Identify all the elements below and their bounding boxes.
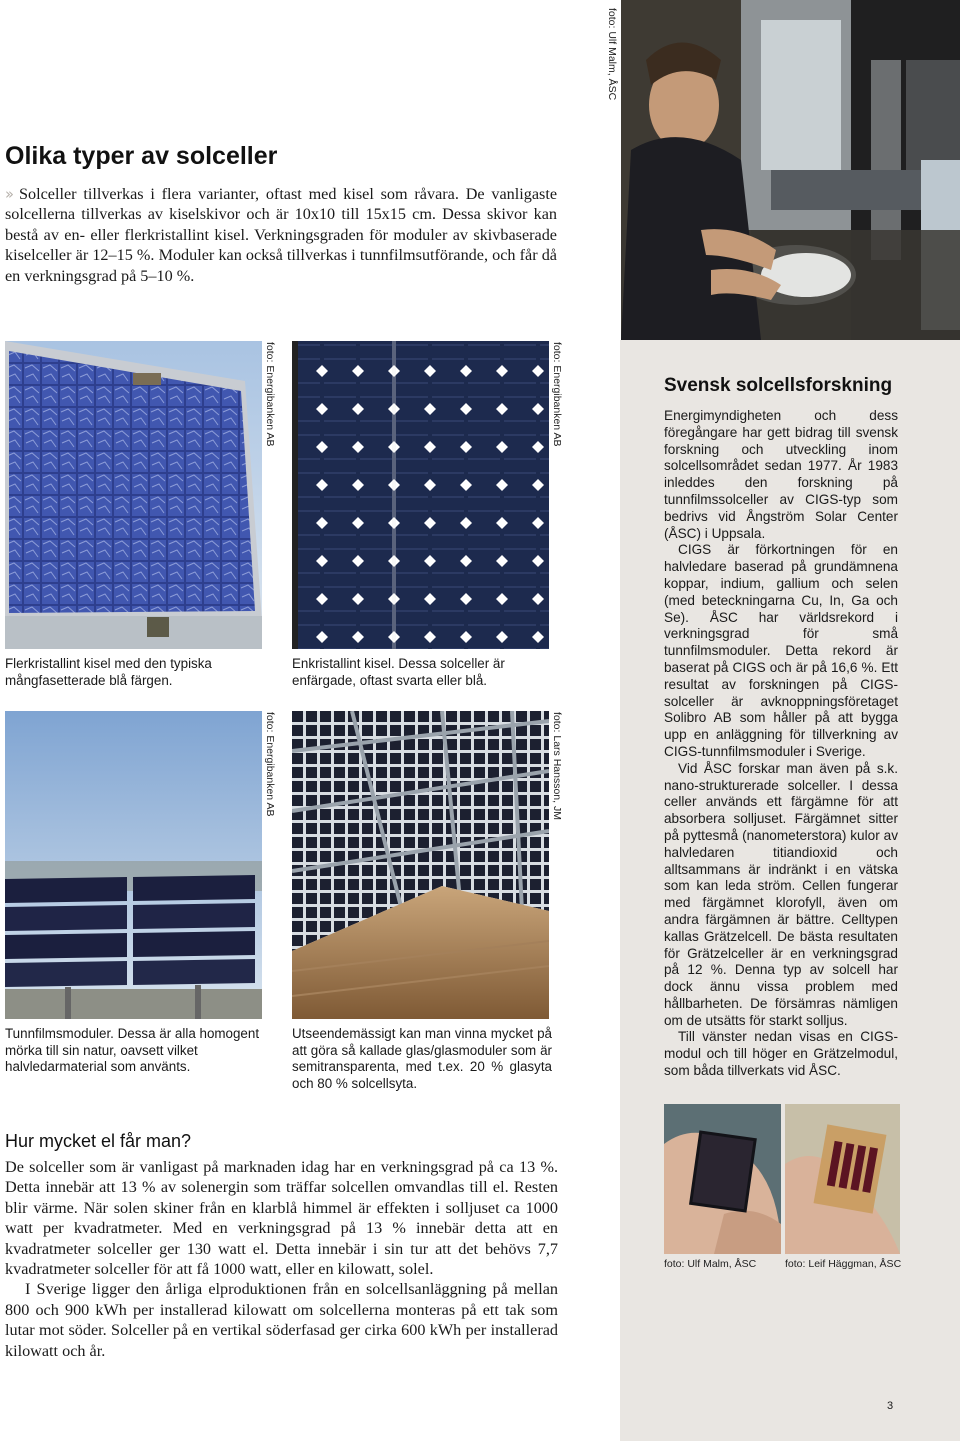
sidebar-paragraph: Energimyndigheten och dess föregångare har gett bidrag till svensk forskning och utveckling inom solcellsområdet sedan 1977. År 1983 inleddes den forskning på tunnfilmssolceller av CIGS-typ som bedrivs vid Ångström Solar Center (ÅSC) i Uppsala.	[664, 408, 898, 541]
sidebar-paragraph: CIGS är förkortningen för en halvledare baserad på grundämnena koppar, indium, gallium och selen (med beteckningarna Cu, In, Ga och Se). ÅSC har världsrekord i verkningsgrad för små tunnfilmsmoduler. Detta rekord är baserat på CIGS och är på 16,6 %. Ett resultat av forskningen på CIGS-solceller är avknoppningsföretaget Solibro AB som håller på att bygga upp en anläggning för tillverkning av CIGS-tunnfilmsmoduler i Sverige.	[664, 542, 898, 759]
polycrystalline-photo	[5, 341, 262, 649]
section-title: Hur mycket el får man?	[5, 1131, 192, 1151]
section-body	[5, 1157, 558, 1361]
cigs-photo-credit: foto: Ulf Malm, ÅSC	[664, 1258, 757, 1270]
article-title: Olika typer av solceller	[5, 142, 278, 170]
section-paragraph: I Sverige ligger den årliga elproduktionen från en solcellsanläggning på mellan 800 och 900 kWh per installerad kilowatt om solcellerna monteras på ett tak som lutar mot söder. Solceller på en vertikal söderfasad ger cirka 600 kWh per installerad kilowatt och år.	[5, 1280, 558, 1360]
top-photo-credit: foto: Ulf Malm, ÅSC	[606, 8, 618, 101]
gratzel-module-photo	[785, 1104, 900, 1254]
sidebar-paragraph: Vid ÅSC forskar man även på s.k. nano-strukturerade solceller. I dessa celler används ett färgämne för att absorbera solljuset. Färgämnet sitter på pyttesmå (nanometerstora) kulor av halvledaren titiandioxid och alltsammans är indränkt i en vätska som kan leda ström. Cellen fungerar med färgämnet klorofyll, även om andra färgämnen är bättre. Celltypen kallas Grätzelcell. De bästa resultaten för Grätzelceller är en verkningsgrad på 12 %. Denna typ av solcell har dock ännu vissa problem med hållbarheten. De försämras nämligen om de utsätts för starkt solljus.	[664, 760, 898, 1028]
section-paragraph: De solceller som är vanligast på marknaden idag har en verkningsgrad på ca 13 %. Detta innebär att 13 % av solenergin som träffar solcellen omvandlas till el. Resten blir värme. När solen skiner från en klarblå himmel är effekten i solljuset ca 1000 watt per kvadratmeter. Med en verkningsgrad på 13 % innebär detta att en kvadratmeter solceller ger 130 watt el. Detta innebär i sin tur att det behövs 7,7 kvadratmeter solceller för att få 1000 watt, eller en kilowatt, solel.	[5, 1158, 558, 1279]
sidebar-body	[664, 408, 898, 1080]
page-number: 3	[887, 1400, 894, 1412]
mono-caption: Enkristallint kisel. Dessa solceller är enfärgade, oftast svarta eller blå.	[292, 656, 505, 688]
intro-text: Solceller tillverkas i flera varianter, oftast med kisel som råvara. De vanligaste solcellerna tillverkas av kiselskivor och är 10x10 till 15x15 cm. Dessa skivor kan bestå av en- eller flerkristallint kisel. Verkningsgraden för moduler av skivbaserade kiselceller är 12–15 %. Moduler kan också tillverkas i tunnfilmsutförande, och får då en verkningsgrad på 5–10 %.	[5, 185, 557, 285]
gratzel-photo-credit: foto: Leif Häggman, ÅSC	[785, 1258, 902, 1270]
poly-photo-credit: foto: Energibanken AB	[264, 342, 276, 447]
mono-photo-credit: foto: Energibanken AB	[551, 342, 563, 447]
double-chevron-icon: ››	[5, 185, 11, 203]
thinfilm-photo-credit: foto: Energibanken AB	[264, 712, 276, 817]
glass-photo-credit: foto: Lars Hansson, JM	[551, 712, 563, 820]
researcher-photo	[621, 0, 960, 340]
thinfilm-photo	[5, 711, 262, 1019]
sidebar-title: Svensk solcellsforskning	[664, 375, 893, 396]
poly-caption: Flerkristallint kisel med den typiska mångfasetterade blå färgen.	[5, 656, 212, 688]
monocrystalline-photo	[292, 341, 549, 649]
article-intro	[5, 184, 557, 286]
thinfilm-caption: Tunnfilmsmoduler. Dessa är alla homogent mörka till sin natur, oavsett vilket halvledarmaterial som använts.	[5, 1026, 260, 1075]
cigs-module-photo	[664, 1104, 781, 1254]
glass-caption: Utseendemässigt kan man vinna mycket på att göra så kallade glas/glasmoduler som är semitransparenta, med t.ex. 20 % glasyta och 80 % solcellsyta.	[292, 1026, 552, 1091]
glass-module-photo	[292, 711, 549, 1019]
sidebar-paragraph: Till vänster nedan visas en CIGS-modul och till höger en Grätzelmodul, som båda tillverkats vid ÅSC.	[664, 1029, 898, 1079]
